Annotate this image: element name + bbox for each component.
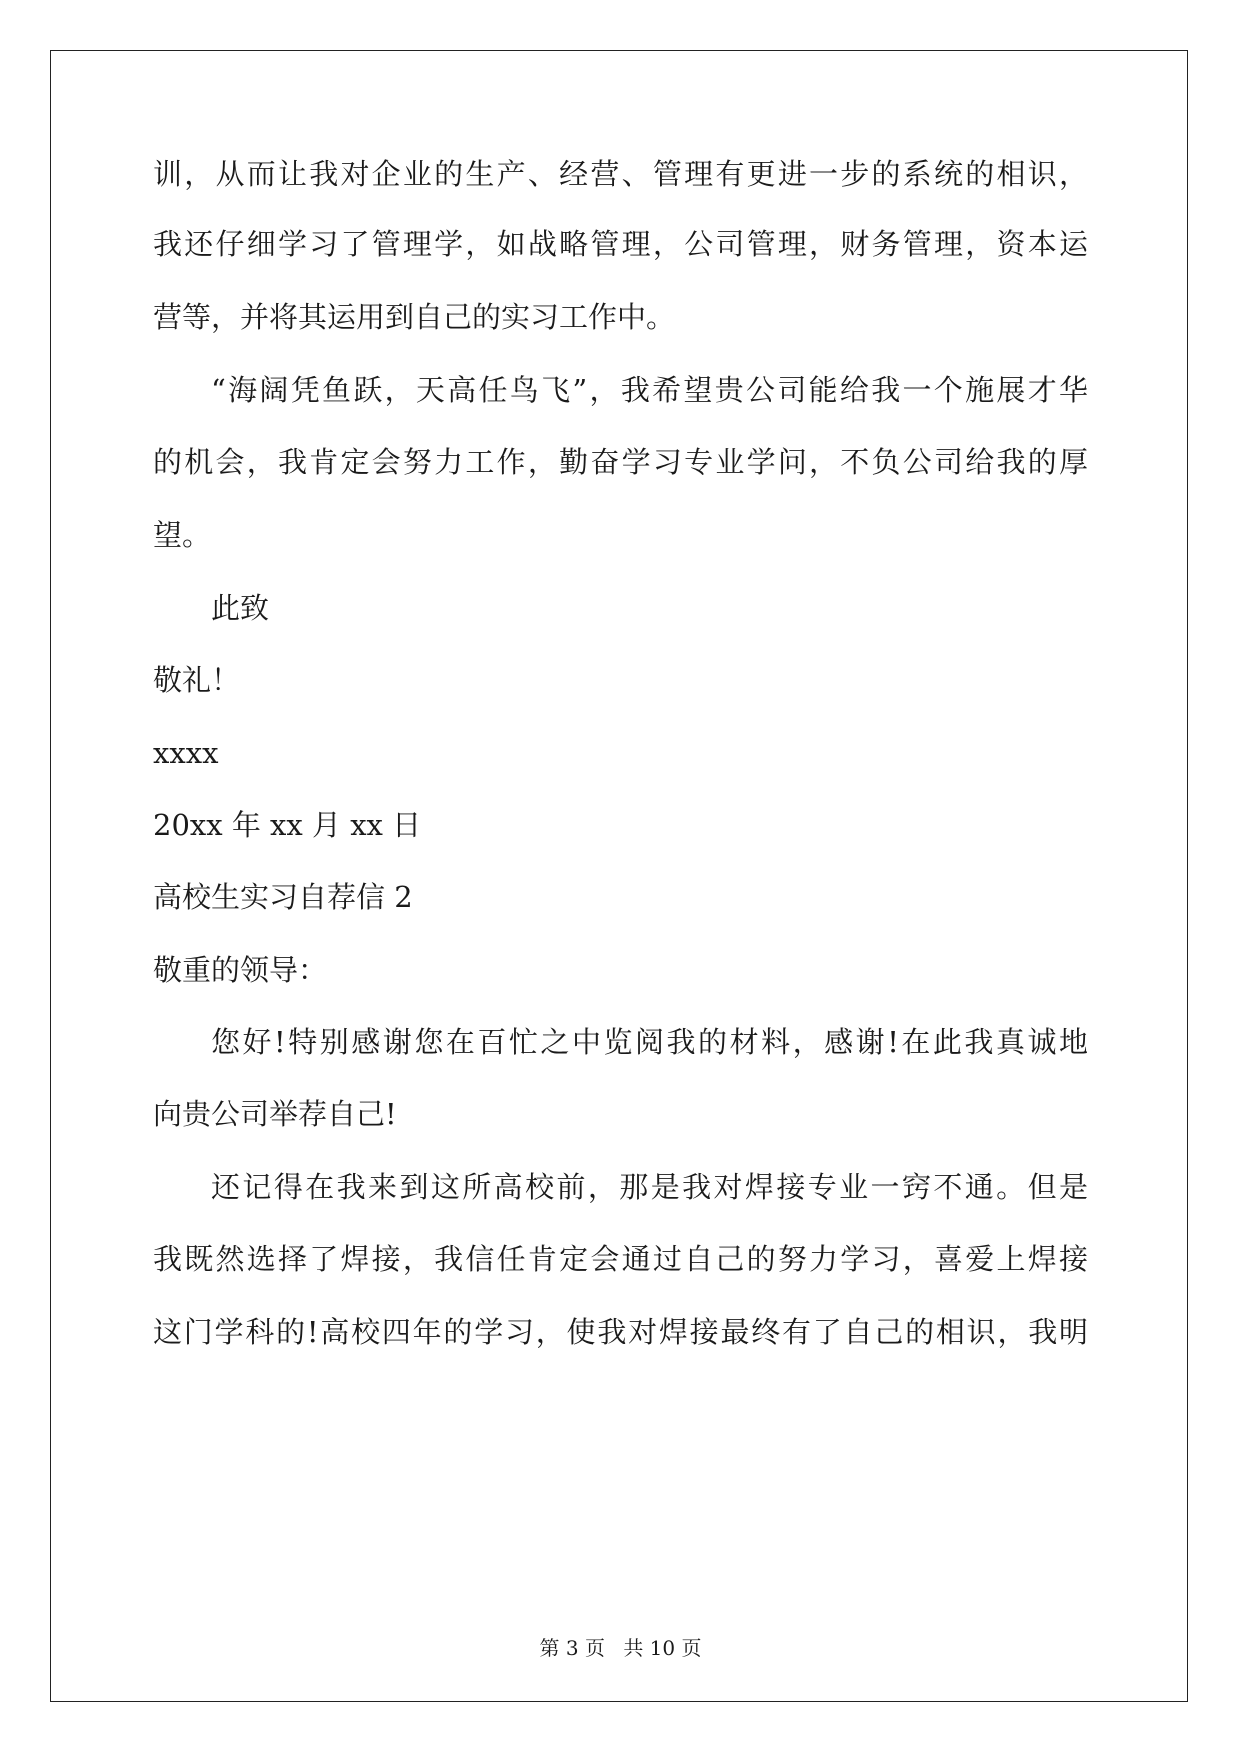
paragraph-line: 营等，并将其运用到自己的实习工作中。 (153, 300, 676, 334)
paragraph-line: 望。 (153, 518, 212, 552)
paragraph-line: 的机会，我肯定会努力工作，勤奋学习专业学问，不负公司给我的厚 (153, 445, 1088, 479)
paragraph-line: 向贵公司举荐自己! (153, 1097, 397, 1131)
paragraph-line: “海阔凭鱼跃，天高任鸟飞”，我希望贵公司能给我一个施展才华 (211, 373, 1088, 407)
paragraph-line: 这门学科的!高校四年的学习，使我对焊接最终有了自己的相识，我明 (153, 1315, 1088, 1349)
page-number: 第 3 页 (539, 1636, 605, 1660)
page-footer (0, 1636, 1241, 1660)
closing-salutation: 此致 (211, 591, 270, 625)
paragraph-line: 您好!特别感谢您在百忙之中览阅我的材料，感谢!在此我真诚地 (211, 1025, 1088, 1059)
paragraph-line: 我既然选择了焊接，我信任肯定会通过自己的努力学习，喜爱上焊接 (153, 1242, 1088, 1276)
paragraph-line: 还记得在我来到这所高校前，那是我对焊接专业一窍不通。但是 (211, 1170, 1088, 1204)
date-line: 20xx 年 xx 月 xx 日 (153, 808, 422, 842)
section-title: 高校生实习自荐信 2 (153, 880, 413, 914)
greeting: 敬重的领导： (153, 953, 328, 987)
page-total: 共 10 页 (623, 1636, 702, 1660)
paragraph-line: 训，从而让我对企业的生产、经营、管理有更进一步的系统的相识， (153, 157, 1088, 191)
closing-regards: 敬礼！ (153, 663, 241, 697)
paragraph-line: 我还仔细学习了管理学，如战略管理，公司管理，财务管理，资本运 (153, 227, 1088, 261)
signature: xxxx (153, 736, 219, 770)
